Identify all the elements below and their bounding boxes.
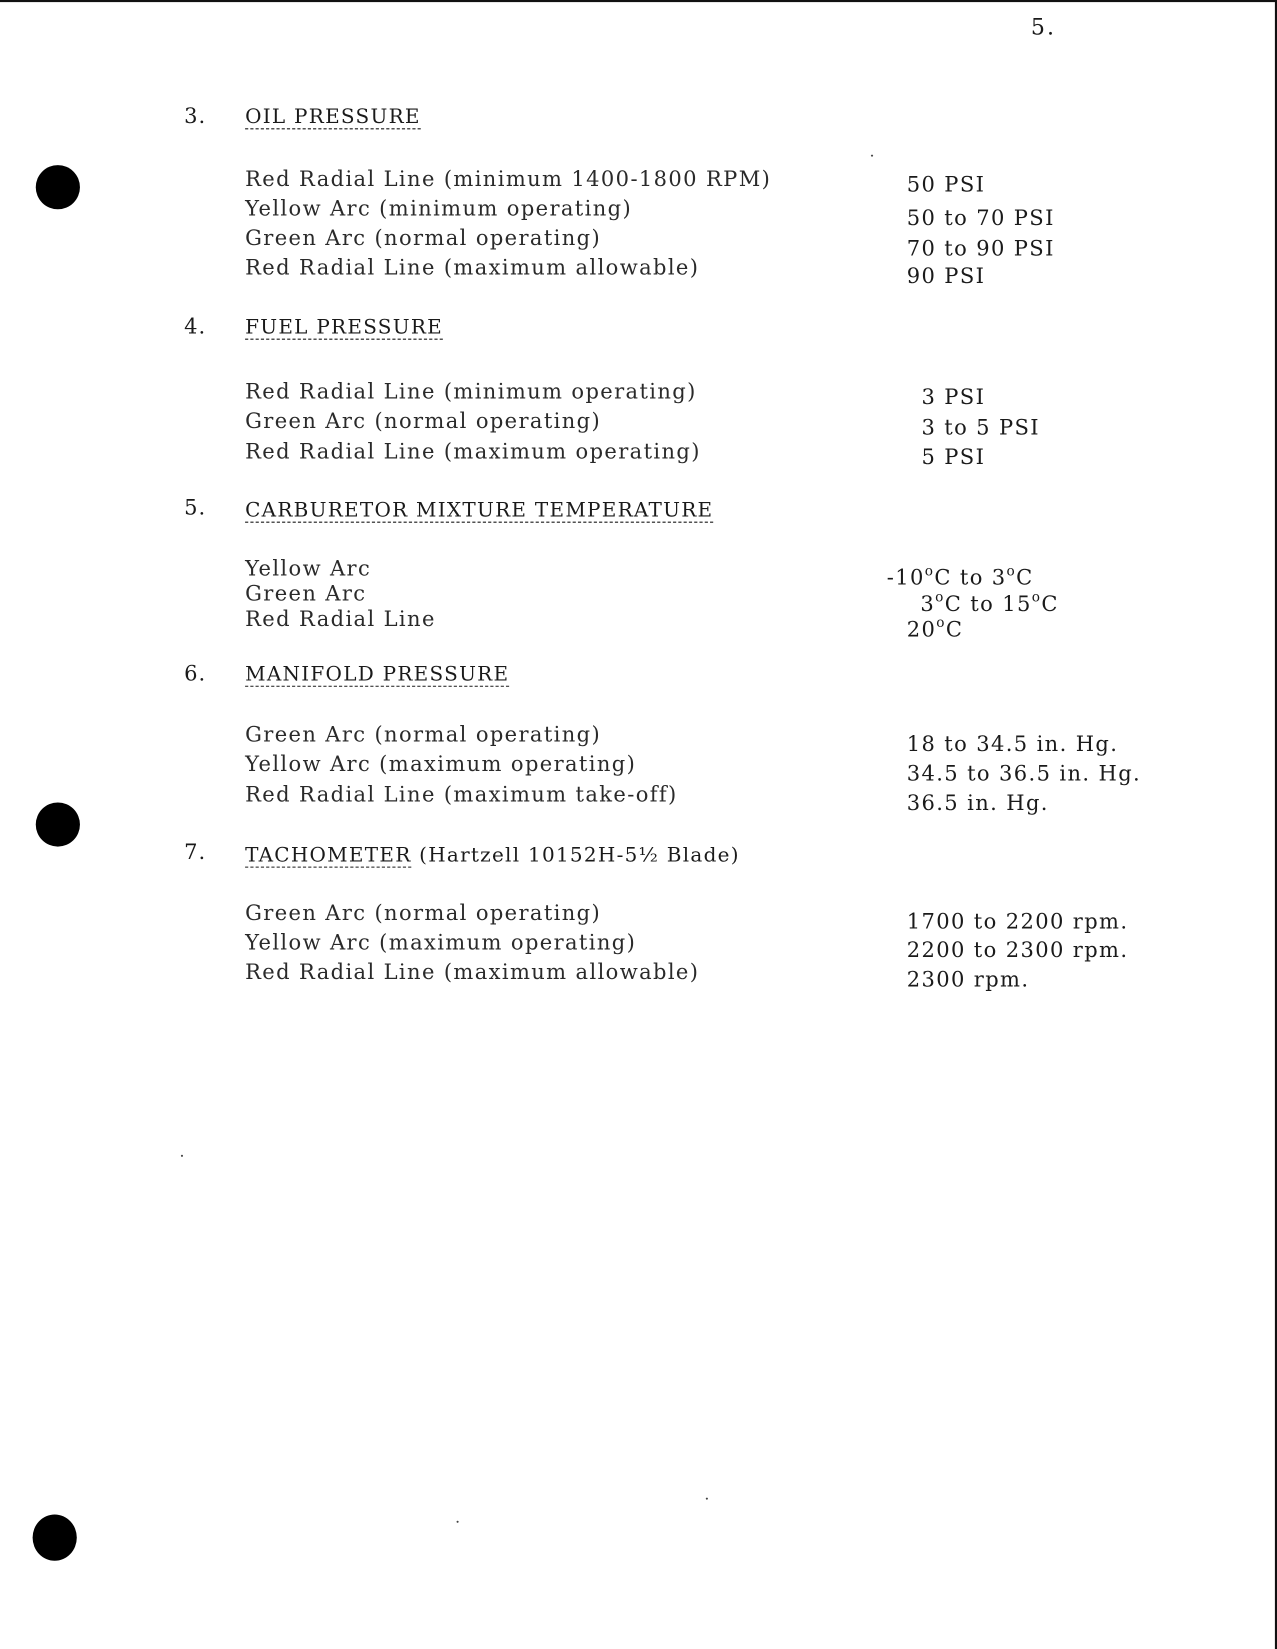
gauge-marking-row bbox=[0, 781, 1277, 816]
gauge-marking-row bbox=[0, 225, 1277, 261]
section-number: 7. bbox=[184, 839, 207, 865]
gauge-marking-row bbox=[0, 408, 1277, 440]
section-title bbox=[245, 843, 740, 866]
marking-label: Red Radial Line (minimum operating) bbox=[245, 378, 697, 404]
gauge-marking-row bbox=[0, 721, 1277, 757]
section-title-text: MANIFOLD PRESSURE bbox=[245, 662, 510, 686]
marking-value: 5 PSI bbox=[921, 443, 986, 470]
gauge-marking-row bbox=[0, 929, 1277, 963]
gauge-marking-row bbox=[0, 900, 1277, 934]
scan-speck bbox=[706, 1498, 708, 1500]
marking-value: 1700 to 2200 rpm. bbox=[906, 908, 1129, 934]
marking-value: 36.5 in. Hg. bbox=[906, 789, 1049, 816]
marking-label: Red Radial Line (minimum 1400-1800 RPM) bbox=[245, 166, 772, 192]
section-number: 6. bbox=[184, 660, 207, 686]
gauge-marking-row bbox=[0, 605, 1277, 642]
marking-label: Yellow Arc bbox=[245, 555, 372, 581]
section-title bbox=[245, 499, 713, 522]
gauge-marking-row bbox=[0, 959, 1277, 992]
marking-label: Green Arc (normal operating) bbox=[245, 408, 602, 434]
marking-value: 34.5 to 36.5 in. Hg. bbox=[906, 760, 1142, 786]
marking-value: 90 PSI bbox=[906, 262, 986, 289]
marking-label: Red Radial Line (maximum allowable) bbox=[245, 254, 700, 280]
marking-label: Green Arc (normal operating) bbox=[245, 225, 602, 251]
section-title-text: OIL PRESSURE bbox=[245, 105, 421, 129]
marking-value: 2200 to 2300 rpm. bbox=[906, 937, 1129, 963]
marking-value: 3 to 5 PSI bbox=[921, 414, 1040, 440]
section-title bbox=[245, 316, 443, 339]
section-number: 5. bbox=[184, 494, 207, 520]
scan-speck bbox=[457, 1521, 459, 1523]
section-number: 4. bbox=[184, 313, 207, 339]
marking-value: 20$^o$C bbox=[906, 615, 964, 642]
section-title-text: FUEL PRESSURE bbox=[245, 315, 444, 339]
marking-label: Green Arc bbox=[245, 580, 367, 606]
marking-label: Red Radial Line (maximum allowable) bbox=[245, 959, 700, 985]
gauge-marking-row bbox=[0, 750, 1277, 786]
section-title bbox=[245, 663, 509, 686]
scan-speck bbox=[181, 1155, 183, 1157]
page-number: 5. bbox=[1030, 14, 1057, 40]
punch-hole-bottom bbox=[33, 1514, 77, 1560]
marking-label: Green Arc (normal operating) bbox=[245, 900, 602, 926]
section-number: 3. bbox=[184, 103, 207, 129]
scan-speck bbox=[871, 155, 873, 157]
marking-label: Red Radial Line bbox=[245, 605, 436, 632]
marking-label: Yellow Arc (minimum operating) bbox=[245, 195, 633, 221]
section-title-text: CARBURETOR MIXTURE TEMPERATURE bbox=[245, 498, 714, 522]
gauge-marking-row bbox=[0, 254, 1277, 289]
marking-value: 3 PSI bbox=[921, 383, 986, 410]
marking-label: Red Radial Line (maximum operating) bbox=[245, 438, 701, 464]
marking-value: -10$^o$C to 3$^o$C bbox=[886, 563, 1034, 591]
gauge-marking-row bbox=[0, 379, 1277, 408]
marking-value: 18 to 34.5 in. Hg. bbox=[906, 730, 1119, 757]
marking-value: 3$^o$C to 15$^o$C bbox=[920, 590, 1059, 617]
section-title-text: TACHOMETER bbox=[245, 843, 412, 867]
section-title bbox=[245, 105, 421, 128]
gauge-marking-row bbox=[0, 166, 1277, 195]
marking-value: 50 PSI bbox=[906, 171, 986, 197]
gauge-marking-row bbox=[0, 439, 1277, 468]
section-subtitle: (Hartzell 10152H-5½ Blade) bbox=[411, 843, 740, 867]
marking-value: 50 to 70 PSI bbox=[906, 205, 1055, 231]
page-top-edge bbox=[0, 0, 1277, 2]
marking-value: 2300 rpm. bbox=[906, 966, 1030, 992]
marking-label: Green Arc (normal operating) bbox=[245, 721, 602, 747]
marking-value: 70 to 90 PSI bbox=[906, 235, 1055, 261]
marking-label: Yellow Arc (maximum operating) bbox=[245, 750, 637, 777]
marking-label: Red Radial Line (maximum take-off) bbox=[245, 781, 678, 807]
gauge-marking-row bbox=[0, 195, 1277, 231]
marking-label: Yellow Arc (maximum operating) bbox=[245, 929, 637, 955]
